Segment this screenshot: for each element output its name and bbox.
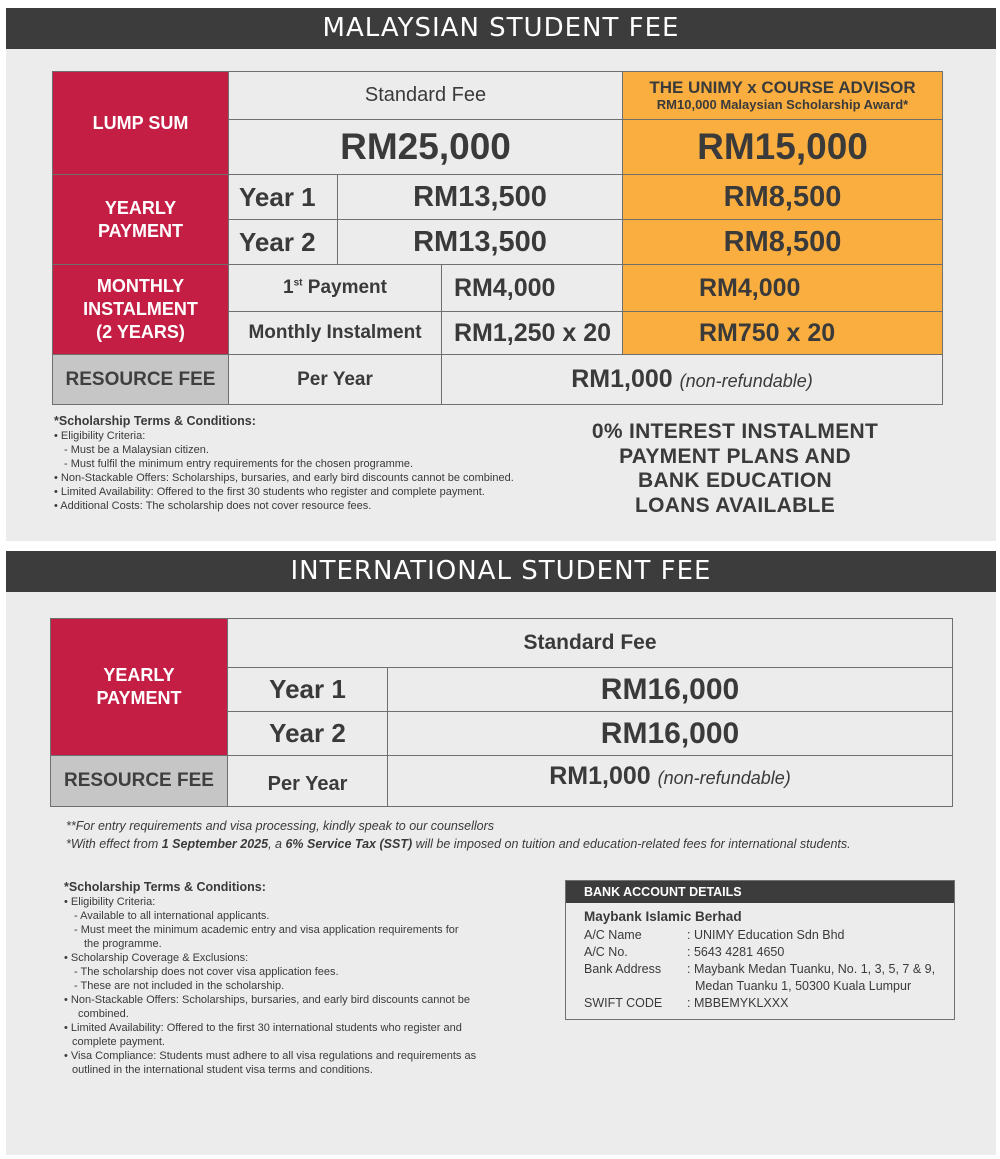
- bank-key: SWIFT CODE: [584, 996, 663, 1010]
- scholarship-header-subtitle: RM10,000 Malaysian Scholarship Award*: [656, 97, 909, 112]
- terms-item: - Must meet the minimum academic entry and visa application requirements for: [74, 924, 459, 936]
- bank-key: A/C No.: [584, 945, 628, 959]
- resource-fee-amount: RM1,000: [571, 365, 673, 393]
- terms-item: • Scholarship Coverage & Exclusions:: [64, 952, 249, 964]
- first-payment-standard: RM4,000: [442, 265, 623, 312]
- monthly-instalment-label: [53, 265, 229, 355]
- terms-item: • Limited Availability: Offered to the first 30 students who register and complete payment.: [54, 486, 485, 498]
- malaysian-scholarship-terms: [54, 414, 574, 513]
- bank-value[interactable]: : 5643 4281 4650: [687, 945, 785, 959]
- terms-item: • Limited Availability: Offered to the first 30 international students who register and: [64, 1022, 462, 1034]
- international-section-title: INTERNATIONAL STUDENT FEE: [6, 551, 996, 592]
- year-2-label: Year 2: [228, 712, 388, 756]
- sst-effective-date: 1 September 2025: [161, 837, 269, 851]
- standard-fee-header: Standard Fee: [229, 72, 623, 120]
- table-row: [53, 72, 943, 120]
- sst-note-prefix: *With effect from: [66, 837, 162, 851]
- international-fee-section: [6, 551, 996, 1155]
- resource-fee-amount-cell: [442, 355, 943, 405]
- bank-row-address: [584, 961, 936, 978]
- resource-fee-label: RESOURCE FEE: [51, 756, 228, 807]
- bank-row-swift: [584, 995, 936, 1012]
- bank-row-account-name: [584, 927, 936, 944]
- terms-title: *Scholarship Terms & Conditions:: [54, 414, 256, 428]
- year-2-standard: RM13,500: [338, 220, 623, 265]
- international-scholarship-terms: [64, 880, 534, 1077]
- malaysian-fee-table: [52, 71, 943, 405]
- bank-key: [584, 978, 687, 995]
- scholarship-header-title: THE UNIMY x COURSE ADVISOR: [649, 78, 916, 97]
- resource-fee-period: Per Year: [228, 756, 388, 807]
- resource-fee-amount: RM1,000: [549, 762, 651, 790]
- terms-item: combined.: [78, 1008, 129, 1020]
- table-row: [51, 756, 953, 807]
- instalment-promo: [576, 420, 894, 518]
- monthly-label-line1: MONTHLY: [96, 276, 185, 296]
- terms-item: • Additional Costs: The scholarship does not cover resource fees.: [54, 500, 372, 512]
- standard-fee-header: Standard Fee: [228, 619, 953, 668]
- year-1-standard: RM13,500: [338, 175, 623, 220]
- bank-row-address-cont: [584, 978, 936, 995]
- first-payment-scholarship: RM4,000: [623, 265, 943, 312]
- first-payment-sup: st: [293, 277, 303, 289]
- bank-value[interactable]: Medan Tuanku 1, 50300 Kuala Lumpur: [695, 979, 912, 993]
- yearly-label-line1: YEARLY: [104, 197, 177, 218]
- bank-details-body: [566, 903, 954, 1019]
- bank-value[interactable]: : Maybank Medan Tuanku, No. 1, 3, 5, 7 & 9,: [687, 962, 936, 976]
- terms-item: - The scholarship does not cover visa application fees.: [74, 966, 339, 978]
- bank-account-details: [565, 880, 955, 1020]
- year-1-standard: RM16,000: [388, 668, 953, 712]
- terms-item: • Eligibility Criteria:: [64, 896, 156, 908]
- lump-sum-label: LUMP SUM: [53, 72, 229, 175]
- year-2-label: Year 2: [229, 220, 338, 265]
- terms-item: - Must be a Malaysian citizen.: [64, 444, 209, 456]
- table-row: [53, 265, 943, 312]
- bank-name: Maybank Islamic Berhad: [584, 909, 742, 924]
- sst-tax-rate: 6% Service Tax (SST): [285, 837, 413, 851]
- terms-item: • Non-Stackable Offers: Scholarships, bursaries, and early bird discounts cannot be: [64, 994, 470, 1006]
- yearly-payment-label: [53, 175, 229, 265]
- year-2-standard: RM16,000: [388, 712, 953, 756]
- year-2-scholarship: RM8,500: [623, 220, 943, 265]
- yearly-label-line2: PAYMENT: [96, 688, 182, 708]
- monthly-label-line3: (2 YEARS): [96, 322, 185, 342]
- resource-fee-note: (non-refundable): [679, 371, 813, 391]
- international-notes: [66, 817, 851, 853]
- bank-row-account-number: [584, 944, 936, 961]
- terms-item: complete payment.: [72, 1036, 165, 1048]
- sst-note-mid: , a: [268, 837, 286, 851]
- terms-title: *Scholarship Terms & Conditions:: [64, 880, 266, 894]
- terms-item: • Eligibility Criteria:: [54, 430, 146, 442]
- sst-note: [66, 835, 851, 853]
- first-payment-text: Payment: [302, 277, 387, 298]
- malaysian-section-title: MALAYSIAN STUDENT FEE: [6, 8, 996, 49]
- counsellor-note: **For entry requirements and visa processing, kindly speak to our counsellors: [66, 819, 494, 833]
- bank-details-header: BANK ACCOUNT DETAILS: [566, 881, 954, 903]
- monthly-instalment-scholarship: RM750 x 20: [623, 312, 943, 355]
- lump-sum-scholarship: RM15,000: [623, 120, 943, 175]
- terms-item: outlined in the international student visa terms and conditions.: [72, 1064, 373, 1076]
- bank-key: A/C Name: [584, 928, 642, 942]
- bank-value[interactable]: : MBBEMYKLXXX: [687, 996, 789, 1010]
- terms-item: - These are not included in the scholarship.: [74, 980, 285, 992]
- yearly-label-line1: YEARLY: [103, 665, 175, 685]
- resource-fee-amount-cell: [388, 756, 953, 807]
- table-row: [53, 175, 943, 220]
- table-row: [51, 619, 953, 668]
- first-payment-label: [229, 265, 442, 312]
- resource-fee-period: Per Year: [229, 355, 442, 405]
- bank-value[interactable]: : UNIMY Education Sdn Bhd: [687, 928, 845, 942]
- yearly-payment-label: [51, 619, 228, 756]
- terms-item: - Available to all international applicants.: [74, 910, 270, 922]
- terms-item: • Visa Compliance: Students must adhere to all visa regulations and requirements as: [64, 1050, 477, 1062]
- resource-fee-label: RESOURCE FEE: [53, 355, 229, 405]
- monthly-instalment-row-label: Monthly Instalment: [229, 312, 442, 355]
- terms-item: the programme.: [84, 938, 162, 950]
- promo-line: BANK EDUCATION: [638, 469, 832, 492]
- bank-key: Bank Address: [584, 962, 662, 976]
- promo-line: 0% INTEREST INSTALMENT: [591, 420, 879, 443]
- malaysian-fee-section: [6, 8, 996, 541]
- terms-item: - Must fulfil the minimum entry requirements for the chosen programme.: [64, 458, 414, 470]
- scholarship-header: [623, 72, 943, 120]
- first-payment-num: 1: [283, 277, 294, 298]
- promo-line: LOANS AVAILABLE: [634, 493, 836, 517]
- year-1-label: Year 1: [229, 175, 338, 220]
- monthly-label-line2: INSTALMENT: [83, 299, 198, 319]
- international-fee-table: [50, 618, 953, 807]
- promo-line: PAYMENT PLANS AND: [619, 444, 851, 468]
- lump-sum-standard: RM25,000: [229, 120, 623, 175]
- resource-fee-note: (non-refundable): [657, 768, 791, 788]
- year-1-label: Year 1: [228, 668, 388, 712]
- sst-note-suffix: will be imposed on tuition and education-related fees for international students.: [412, 837, 851, 851]
- terms-item: • Non-Stackable Offers: Scholarships, bursaries, and early bird discounts cannot be combined.: [54, 472, 514, 484]
- monthly-instalment-standard: RM1,250 x 20: [442, 312, 623, 355]
- yearly-label-line2: PAYMENT: [97, 220, 184, 241]
- year-1-scholarship: RM8,500: [623, 175, 943, 220]
- table-row: [53, 355, 943, 405]
